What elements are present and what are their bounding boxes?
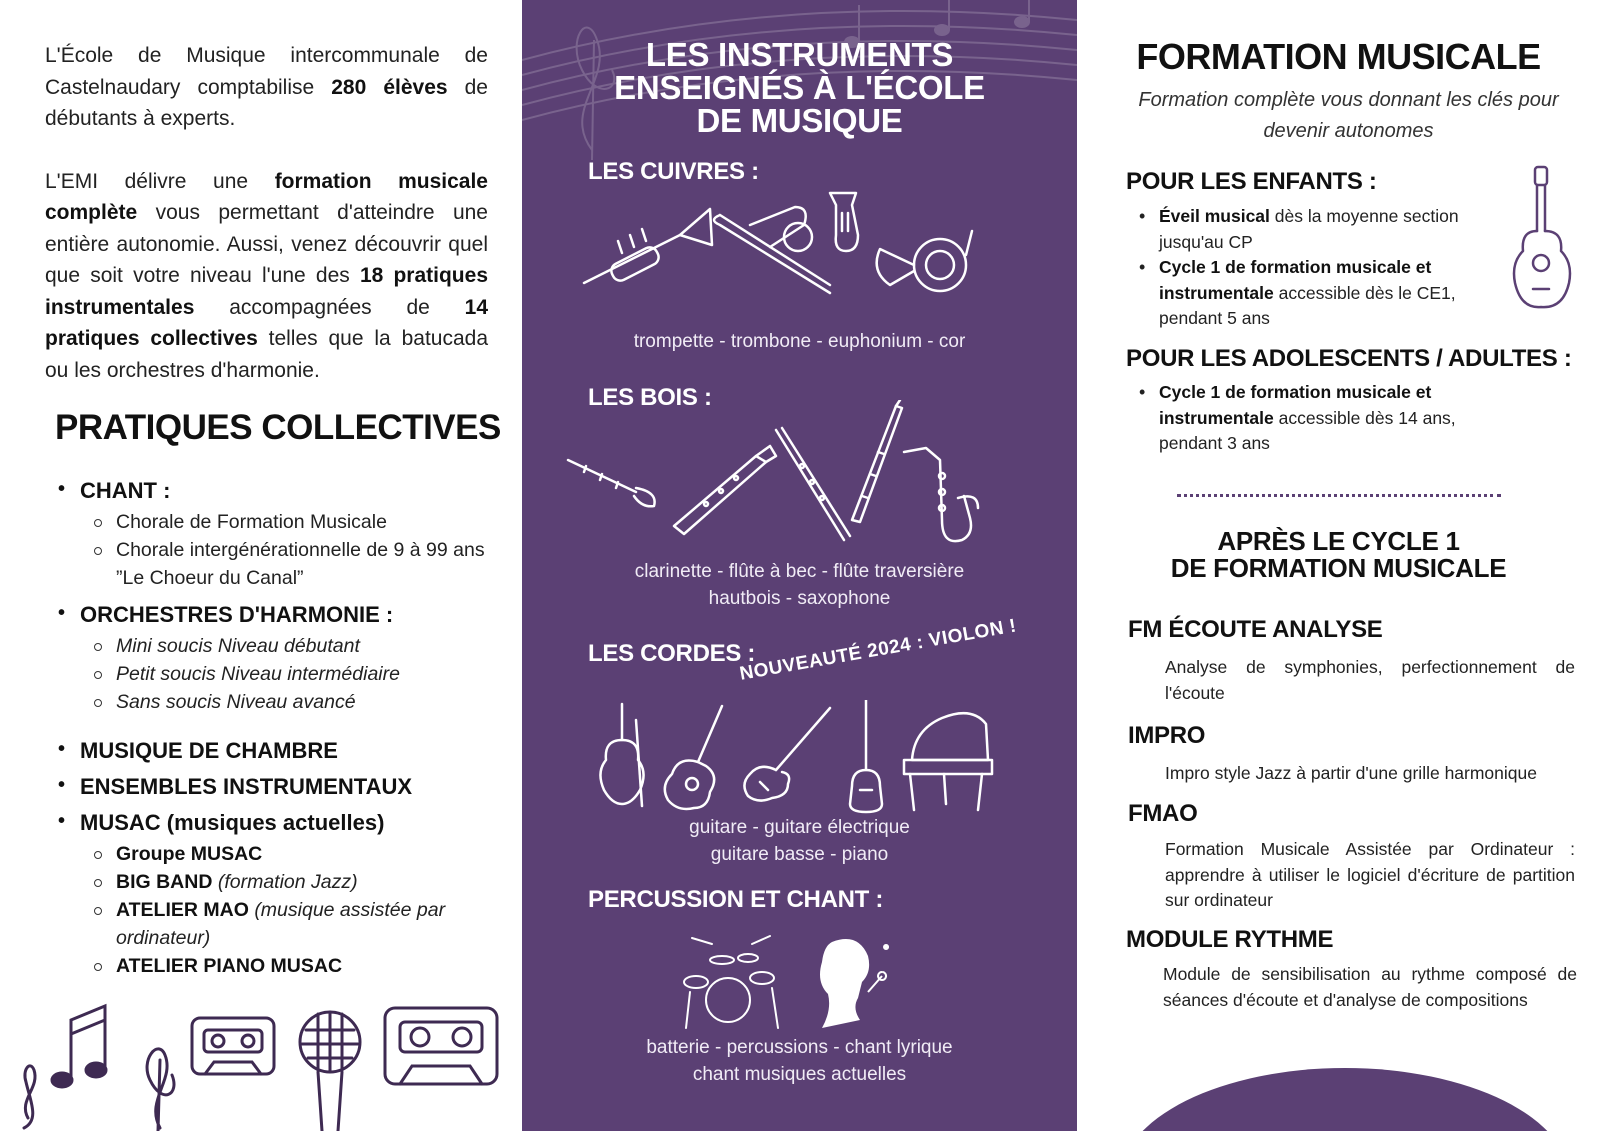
list-item: • Cycle 1 de formation musicale et instrumentale accessible dès 14 ans, pendant 3 ans [1135,380,1495,457]
list-item: • Cycle 1 de formation musicale et instrumentale accessible dès le CE1, pendant 5 ans [1135,255,1467,332]
formation-column [1077,0,1600,1131]
french-horn-icon [877,231,972,291]
treble-clef-icon [24,1066,35,1128]
cuivres-caption: trompette - trombone - euphonium - cor [633,331,966,352]
trumpet-icon [584,209,712,283]
bass-guitar-icon [850,700,882,812]
purple-arc-decoration [1077,1060,1600,1131]
list-item: ATELIER MAO (musique assistée par ordinateur) [80,896,498,952]
module-title: IMPRO [1128,722,1206,749]
flute-icon [776,428,850,540]
module-title: FMAO [1128,800,1198,827]
list-item: Groupe MUSAC [80,840,498,868]
singer-silhouette-icon [820,932,894,1028]
list-item: Chorale intergénérationnelle de 9 à 99 ans ”Le Choeur du Canal” [80,536,498,592]
section-cordes-title: LES CORDES : [588,640,756,667]
string-instruments-illustration [582,700,1002,830]
list-item-chant: • CHANT : Chorale de Formation Musicale Chorale intergénérationnelle de 9 à 99 ans ”Le Choeur du Canal” [58,478,498,592]
instruments-title: LES INSTRUMENTS ENSEIGNÉS À L'ÉCOLE DE MUSIQUE [614,36,985,139]
list-item: Petit soucis Niveau intermédiaire [80,660,498,688]
violin-icon [600,704,643,806]
cordes-caption: guitare - guitare électrique guitare basse - piano [689,817,910,865]
list-item: BIG BAND (formation Jazz) [80,868,498,896]
module-description: Analyse de symphonies, perfectionnement de l'écoute [1165,657,1575,703]
enfants-title: POUR LES ENFANTS : [1126,168,1377,195]
intro-text [45,40,488,386]
nouveaute-violon-badge: NOUVEAUTÉ 2024 : VIOLON ! [738,615,1019,685]
left-column [0,0,522,1131]
saxophone-icon [904,448,978,541]
formation-title: FORMATION MUSICALE [1136,36,1541,77]
list-item-musique-chambre: • MUSIQUE DE CHAMBRE [58,738,498,764]
divider [1177,494,1501,497]
eighth-notes-icon [52,1006,106,1087]
euphonium-icon [830,193,858,251]
apres-cycle-title: APRÈS LE CYCLE 1 DE FORMATION MUSICALE [1170,526,1507,583]
intro-paragraph-1: L'École de Musique intercommunale de Castelnaudary comptabilise 280 élèves de débutants à experts. [45,44,488,130]
brass-instruments-illustration [580,185,1020,305]
drum-kit-icon [684,936,778,1028]
module-description: Impro style Jazz à partir d'une grille harmonique [1165,763,1537,783]
formation-subtitle: Formation complète vous donnant les clés pour devenir autonomes [1138,89,1559,142]
section-cuivres-title: LES CUIVRES : [588,158,759,185]
instruments-column [522,0,1077,1131]
music-doodles-decoration [0,1000,522,1131]
list-item: Mini soucis Niveau débutant [80,632,498,660]
cassette-icon [192,1018,274,1074]
guitar-icon [1507,165,1577,315]
module-description: Formation Musicale Assistée par Ordinateur : apprendre à utiliser le logiciel d'écriture de partition sur ordinateur [1165,839,1575,910]
list-item: Sans soucis Niveau avancé [80,688,498,716]
list-item: ATELIER PIANO MUSAC [80,952,498,980]
electric-guitar-icon [744,708,830,801]
adolescents-adultes-title: POUR LES ADOLESCENTS / ADULTES : [1126,345,1572,372]
pratiques-collectives-title: PRATIQUES COLLECTIVES [55,408,501,447]
percussion-illustration [682,932,922,1032]
percussion-caption: batterie - percussions - chant lyrique chant musiques actuelles [646,1037,953,1085]
clarinet-icon [568,460,655,506]
list-item: • Éveil musical dès la moyenne section jusqu'au CP [1135,204,1467,255]
module-title: MODULE RYTHME [1126,926,1334,953]
module-description: Module de sensibilisation au rythme composé de séances d'écoute et d'analyse de compositions [1163,964,1577,1010]
acoustic-guitar-icon [665,706,722,809]
recorder-icon [674,446,776,534]
trombone-icon [714,207,830,293]
microphone-icon [300,1012,360,1131]
oboe-icon [852,400,902,522]
list-item-musac: • MUSAC (musiques actuelles) Groupe MUSAC BIG BAND (formation Jazz) ATELIER MAO (musique assistée par ordinateur) ATELIER PIANO MUSAC [58,810,498,980]
module-title: FM ÉCOUTE ANALYSE [1128,616,1383,643]
pratiques-list [58,478,498,980]
cassette-icon [385,1008,497,1084]
list-item-ensembles: • ENSEMBLES INSTRUMENTAUX [58,774,498,800]
adolescents-list [1135,380,1495,457]
bois-caption: clarinette - flûte à bec - flûte traversière hautbois - saxophone [634,561,965,609]
intro-paragraph-2: L'EMI délivre une formation musicale complète vous permettant d'atteindre une entière autonomie. Aussi, venez découvrir quel que soit votre niveau l'une des 18 pratiques instrumentales accompagnées de 14 pratiques collectives telles que la batucada ou les orchestres d'harmonie. [45,169,488,382]
section-bois-title: LES BOIS : [588,384,712,411]
woodwind-instruments-illustration [566,400,1026,550]
list-item-orchestres: • ORCHESTRES D'HARMONIE : Mini soucis Niveau débutant Petit soucis Niveau intermédiaire Sans soucis Niveau avancé [58,602,498,716]
grand-piano-icon [904,713,992,810]
section-percussion-title: PERCUSSION ET CHANT : [588,886,884,913]
enfants-list [1135,204,1467,332]
list-item: Chorale de Formation Musicale [80,508,498,536]
treble-clef-icon [147,1049,174,1131]
